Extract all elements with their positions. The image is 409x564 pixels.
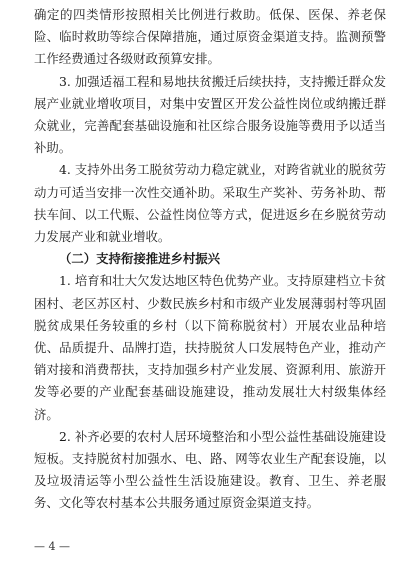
- paragraph-1: 确定的四类情形按照相关比例进行救助。低保、医保、养老保险、临时救助等综合保障措施，通过原资金渠道支持。监测预警工作经费通过各级财政预算安排。: [34, 7, 386, 67]
- paragraph-2: 3. 加强适福工程和易地扶贫搬迁后续扶持，支持搬迁群众发展产业就业增收项目，对集中安置区开发公益性岗位或纳搬迁群众就业，完善配套基础设施和社区综合服务设施等费用予以适当补助。: [34, 73, 386, 156]
- paragraph-4: 1. 培育和壮大欠发达地区特色优势产业。支持原建档立卡贫困村、老区苏区村、少数民族乡村和市级产业发展薄弱村等巩固脱贫成果任务较重的乡村（以下简称脱贫村）开展农业品种培优、品质提升、品牌打造，扶持脱贫人口发展特色产业，推动产销对接和消费帮扶，支持加强乡村产业发展、资源利用、旅游开发等必要的产业配套基础设施建设，推动发展壮大村级集体经济。: [34, 273, 386, 422]
- section-heading: （二）支持衔接推进乡村振兴: [59, 251, 221, 267]
- paragraph-3: 4. 支持外出务工脱贫劳动力稳定就业，对跨省就业的脱贫劳动力可适当安排一次性交通补助。采取生产奖补、劳务补助、帮扶车间、以工代赈、公益性岗位等方式，促进返乡在乡脱贫劳动力发展产业和就业增收。: [34, 162, 386, 245]
- document-page: [34, 4, 386, 515]
- paragraph-5: 2. 补齐必要的农村人居环境整治和小型公益性基础设施建设短板。支持脱贫村加强水、电、路、网等农业生产配套设施，以及垃圾清运等小型公益性生活设施建设。教育、卫生、养老服务、文化等农村基本公共服务通过原资金渠道支持。: [34, 428, 386, 511]
- page-number: — 4 —: [34, 540, 70, 553]
